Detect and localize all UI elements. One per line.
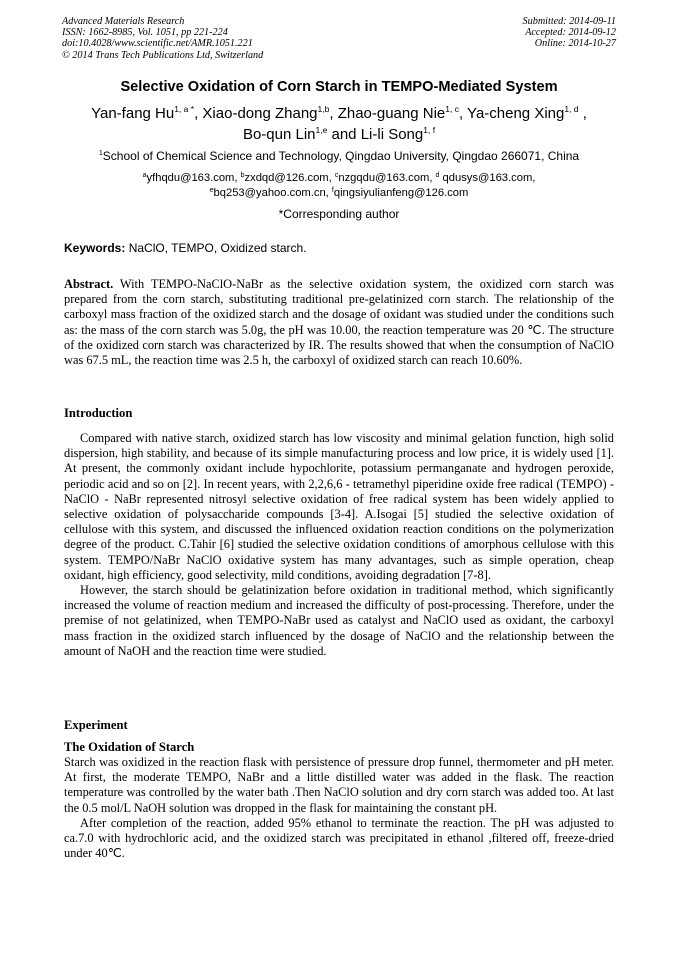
abstract-label: Abstract. bbox=[64, 277, 114, 291]
author-separator: , bbox=[578, 105, 587, 122]
journal-doi: doi:10.4028/www.scientific.net/AMR.1051.221 bbox=[62, 38, 253, 50]
email-address: nzgqdu@163.com, bbox=[338, 172, 436, 184]
author-separator: , bbox=[329, 105, 338, 122]
publication-dates bbox=[523, 16, 616, 50]
author-affiliation-mark: 1, a * bbox=[174, 104, 195, 114]
email-address: yfhqdu@163.com, bbox=[146, 172, 241, 184]
paragraph: However, the starch should be gelatinization before oxidation in traditional method, which significantly increased the volume of reaction medium and increased the difficulty of post-processing. Therefore, under the premise of not gelatinized, when TEMPO-NaBr used as catalyst and NaClO used as oxidant, the carboxyl mass fraction in the oxidized starch influenced by the dosage of NaClO and the relationship between the amount of NaOH and the reaction time were studied. bbox=[64, 583, 614, 658]
author-affiliation-mark: 1, f bbox=[423, 125, 436, 135]
oxidation-subheading: The Oxidation of Starch bbox=[64, 740, 195, 754]
email-address: zxdqd@126.com, bbox=[244, 172, 335, 184]
abstract-text: With TEMPO-NaClO-NaBr as the selective oxidation system, the oxidized corn starch was prepared from the corn starch, substituting traditional pre-gelatinized corn starch. The relationship of the carboxyl mass fraction of the oxidized starch and the dosage of oxidant was studied under the conditions such as: the mass of the corn starch was 5.0g, the pH was 10.00, the reaction temperature was 20 ℃. The structure of the oxidized corn starch was characterized by IR. The results showed that when the consumption of NaClO was 67.5 mL, the reaction time was 2.5 h, the carboxyl of oxidized starch can reach 10.60%. bbox=[64, 277, 614, 368]
email-address: bq253@yahoo.com.cn, bbox=[213, 186, 332, 199]
journal-info bbox=[62, 16, 263, 61]
email-mark: f bbox=[331, 186, 334, 194]
author-separator: , bbox=[194, 105, 203, 122]
journal-issn: ISSN: 1662-8985, Vol. 1051, pp 221-224 bbox=[62, 27, 228, 39]
abstract bbox=[64, 277, 614, 368]
author-affiliation-mark: 1,b bbox=[317, 104, 330, 114]
email-mark: d bbox=[435, 172, 440, 179]
experiment-body bbox=[64, 755, 614, 861]
author-affiliation-mark: 1, d bbox=[564, 104, 579, 114]
author-name: Li-li Song bbox=[360, 126, 424, 143]
email-mark: e bbox=[209, 186, 214, 194]
email-mark: c bbox=[334, 172, 339, 179]
experiment-heading: Experiment bbox=[64, 718, 128, 732]
paper-title: Selective Oxidation of Corn Starch in TEMPO-Mediated System bbox=[120, 79, 558, 95]
affiliation-mark: 1 bbox=[98, 150, 103, 157]
submitted-date: Submitted: 2014-09-11 bbox=[522, 16, 616, 27]
author-name: Yan-fang Hu bbox=[91, 105, 175, 122]
keywords-label: Keywords: bbox=[64, 241, 126, 255]
author-name: Xiao-dong Zhang bbox=[202, 105, 318, 122]
affiliation bbox=[40, 149, 638, 163]
author-name: Ya-cheng Xing bbox=[467, 105, 565, 122]
author-affiliation-mark: 1,e bbox=[315, 125, 328, 135]
paragraph: After completion of the reaction, added 95% ethanol to terminate the reaction. The pH was adjusted to ca.7.0 with hydrochloric acid, and the oxidized starch was precipitated in ethanol ,filtered off, freeze-dried under 40℃. bbox=[64, 815, 614, 861]
keywords-text: NaClO, TEMPO, Oxidized starch. bbox=[125, 241, 307, 255]
accepted-date: Accepted: 2014-09-12 bbox=[525, 27, 616, 39]
author-affiliation-mark: 1, c bbox=[445, 104, 459, 114]
journal-name: Advanced Materials Research bbox=[62, 16, 185, 27]
journal-copyright: © 2014 Trans Tech Publications Ltd, Switzerland bbox=[62, 49, 264, 61]
corresponding-author-note: *Corresponding author bbox=[278, 207, 400, 221]
author-separator: , bbox=[458, 105, 468, 122]
author-separator: and bbox=[327, 126, 361, 143]
keywords bbox=[64, 241, 616, 255]
author-list bbox=[40, 103, 638, 145]
email-mark: a bbox=[142, 172, 147, 179]
email-address: qingsiyulianfeng@126.com bbox=[333, 186, 469, 199]
paragraph: Starch was oxidized in the reaction flask with persistence of pressure drop funnel, thermometer and pH meter. At first, the moderate TEMPO, NaBr and a little distilled water was added in the flask. The reaction temperature was controlled by the water bath .Then NaClO solution and dry corn starch was added too. At last the 0.5 mol/L NaOH solution was dropped in the flask for maintaining the constant pH. bbox=[64, 755, 614, 815]
email-mark: b bbox=[240, 172, 245, 179]
introduction-body bbox=[64, 431, 614, 659]
online-date: Online: 2014-10-27 bbox=[534, 38, 616, 50]
affiliation-text: School of Chemical Science and Technology, Qingdao University, Qingdao 266071, China bbox=[102, 149, 580, 163]
email-list bbox=[40, 171, 638, 200]
paragraph: Compared with native starch, oxidized starch has low viscosity and minimal gelation function, high solid dispersion, high stability, and because of its simple manufacturing process and low price, it is widely used [1]. At present, the commonly oxidant include hypochlorite, potassium permanganate and hydrogen peroxide, periodic acid and so on [2]. In recent years, with 2,2,6,6 - tetramethyl piperidine oxide free radical (TEMPO) - NaClO - NaBr represented nitrosyl selective oxidation of free radical system has been widely applied to selective oxidation of polysaccharide compounds [3-4]. A.Isogai [5] studied the selective oxidation of cellulose with this system, and discussed the influenced oxidation reaction conditions on the polymerization degree of the product. C.Tahir [6] studied the selective oxidation conditions of amorphous cellulose with this system. TEMPO/NaBr NaClO oxidative system has many advantages, such as simple operation, cheap oxidant, high efficiency, good selectivity, mild conditions, avoiding degradation [7-8]. bbox=[64, 431, 614, 582]
email-address: qdusys@163.com, bbox=[439, 172, 536, 184]
author-name: Zhao-guang Nie bbox=[337, 105, 446, 122]
introduction-heading: Introduction bbox=[64, 406, 133, 420]
author-name: Bo-qun Lin bbox=[242, 126, 316, 143]
